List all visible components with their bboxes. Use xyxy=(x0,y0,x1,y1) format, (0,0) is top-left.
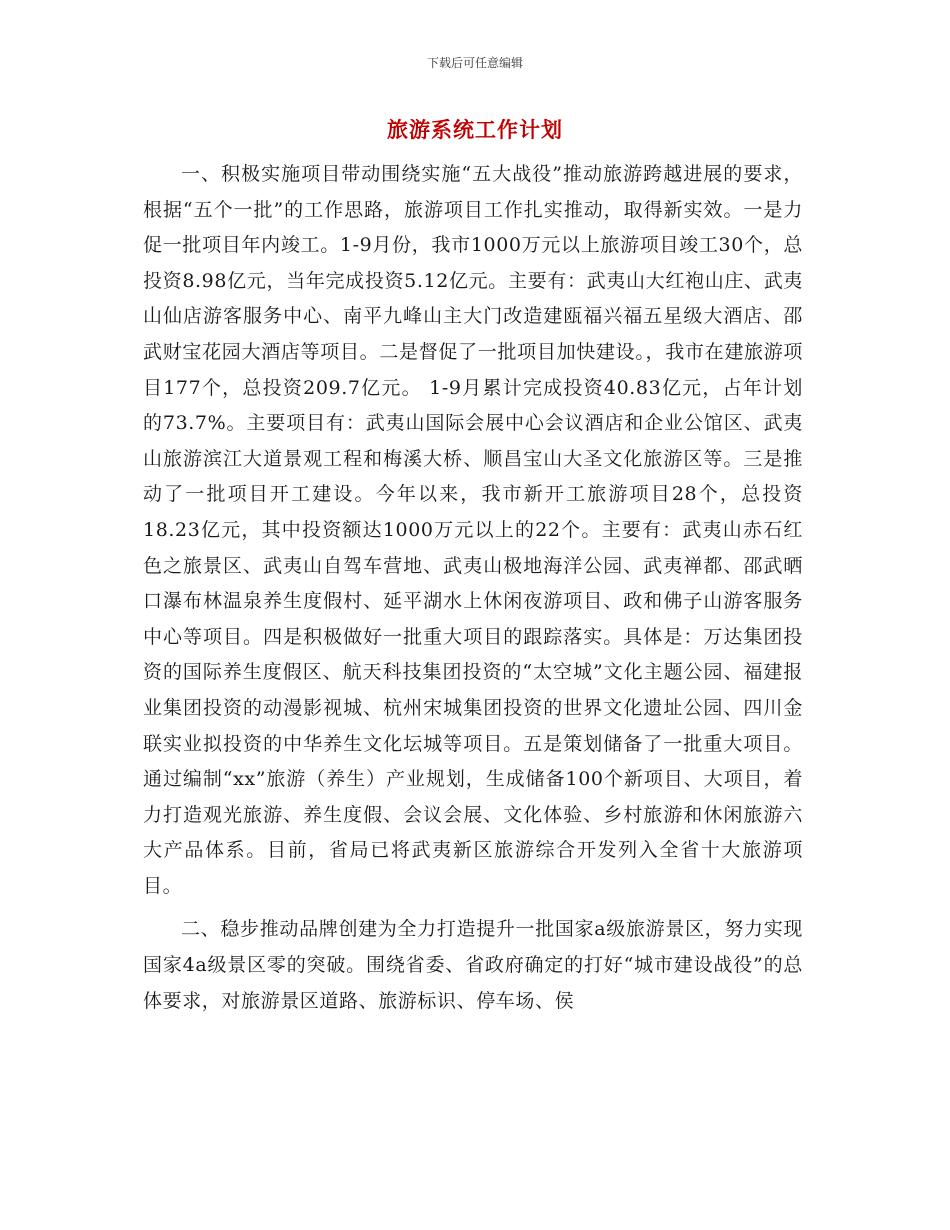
header-note: 下载后可任意编辑 xyxy=(426,56,523,70)
paragraph-1: 一、积极实施项目带动围绕实施“五大战役”推动旅游跨越进展的要求，根据“五个一批”的工作思路，旅游项目工作扎实推动，取得新实效。一是力促一批项目年内竣工。1-9月份，我市1000万元以上旅游项目竣工30个，总投资8.98亿元，当年完成投资5.12亿元。主要有：武夷山大红袍山庄、武夷山仙店游客服务中心、南平九峰山主大门改造建瓯福兴福五星级大酒店、邵武财宝花园大酒店等项目。二是督促了一批项目加快建设。，我市在建旅游项目177个，总投资209.7亿元。 1-9月累计完成投资40.83亿元，占年计划的73.7%。主要项目有：武夷山国际会展中心会议酒店和企业公馆区、武夷山旅游滨江大道景观工程和梅溪大桥、顺昌宝山大圣文化旅游区等。三是推动了一批项目开工建设。今年以来，我市新开工旅游项目28个，总投资18.23亿元，其中投资额达1000万元以上的22个。主要有：武夷山赤石红色之旅景区、武夷山自驾车营地、武夷山极地海洋公园、武夷禅都、邵武晒口瀑布林温泉养生度假村、延平湖水上休闲夜游项目、政和佛子山游客服务中心等项目。四是积极做好一批重大项目的跟踪落实。具体是：万达集团投资的国际养生度假区、航天科技集团投资的“太空城”文化主题公园、福建报业集团投资的动漫影视城、杭州宋城集团投资的世界文化遗址公园、四川金联实业拟投资的中华养生文化坛城等项目。五是策划储备了一批重大项目。通过编制“xx”旅游（养生）产业规划，生成储备100个新项目、大项目，着力打造观光旅游、养生度假、会议会展、文化体验、乡村旅游和休闲旅游六大产品体系。目前，省局已将武夷新区旅游综合开发列入全省十大旅游项目。 xyxy=(143,163,803,897)
document-body xyxy=(143,157,803,1019)
paragraph-2: 二、稳步推动品牌创建为全力打造提升一批国家a级旅游景区，努力实现国家4a级景区零的突破。围绕省委、省政府确定的打好“城市建设战役”的总体要求，对旅游景区道路、旅游标识、停车场、侯 xyxy=(143,918,803,1012)
document-title: 旅游系统工作计划 xyxy=(387,117,563,142)
